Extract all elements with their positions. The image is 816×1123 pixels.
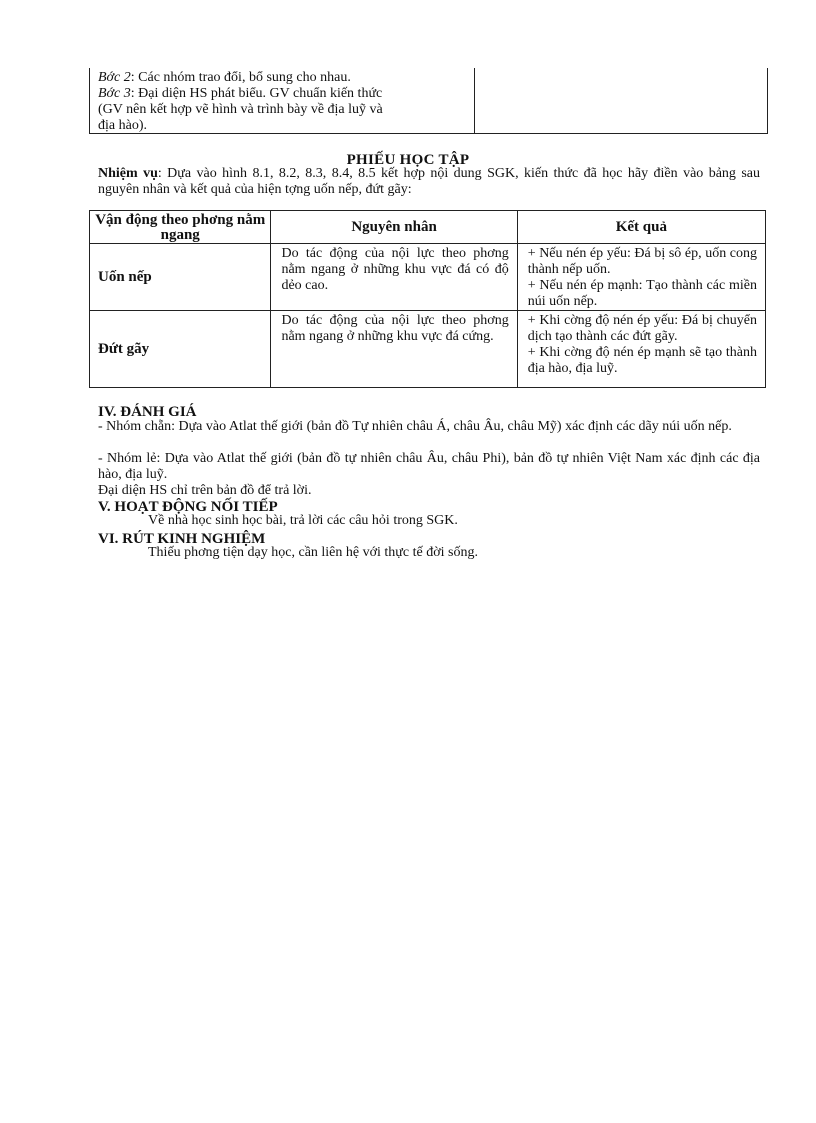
step2-text: : Các nhóm trao đổi, bổ sung cho nhau. (130, 70, 351, 85)
header-movement: Vận động theo phơng nằm ngang (90, 211, 271, 244)
row-result-faulting (517, 311, 765, 388)
section-heading-followup: V. HOẠT ĐỘNG NỐI TIẾP (98, 499, 278, 515)
result-line: + Nếu nén ép mạnh: Tạo thành các miền núi uốn nếp. (527, 278, 757, 309)
section-heading-evaluation: IV. ĐÁNH GIÁ (98, 404, 197, 420)
step2-label: Bớc 2 (98, 70, 131, 85)
section-heading-lessons: VI. RÚT KINH NGHIỆM (98, 531, 266, 547)
result-line: + Nếu nén ép yếu: Đá bị sô ép, uốn cong thành nếp uốn. (527, 246, 757, 277)
table-header-row (90, 211, 766, 244)
followup-text: Về nhà học sinh học bài, trả lời các câu hỏi trong SGK. (148, 513, 458, 528)
step3-line2: (GV nên kết hợp vẽ hình và trình bày về địa luỹ và (98, 102, 383, 117)
row-cause-faulting: Do tác động của nội lực theo phơng nằm ngang ở những khu vực đá cứng. (271, 311, 517, 388)
result-line: + Khi cờng độ nén ép mạnh sẽ tạo thành địa hào, địa luỹ. (527, 345, 757, 376)
worksheet-table (89, 210, 766, 388)
step3-line3: địa hào). (98, 118, 147, 133)
task-text: : Dựa vào hình 8.1, 8.2, 8.3, 8.4, 8.5 kết hợp nội dung SGK, kiến thức đã học hãy điền vào bảng sau nguyên nhân và kết quả của hiện tợng uốn nếp, đứt gãy: (98, 166, 760, 197)
worksheet-title: PHIẾU HỌC TẬP (346, 152, 470, 168)
row-cause-folding: Do tác động của nội lực theo phơng nằm ngang ở những khu vực đá có độ dẻo cao. (271, 244, 517, 311)
row-name-faulting: Đứt gãy (90, 311, 271, 388)
table-row (90, 244, 766, 311)
step3-line (98, 86, 382, 102)
task-label: Nhiệm vụ (98, 166, 158, 181)
row-name-folding: Uốn nếp (90, 244, 271, 311)
result-line: + Khi cờng độ nén ép yếu: Đá bị chuyển dịch tạo thành các đứt gãy. (527, 313, 757, 344)
table-row (90, 311, 766, 388)
step3-text: : Đại diện HS phát biểu. GV chuẩn kiến thức (130, 86, 383, 101)
step2-line (98, 70, 351, 86)
evaluation-line-even: - Nhóm chẵn: Dựa vào Atlat thế giới (bản đồ Tự nhiên châu Á, châu Âu, châu Mỹ) xác định các dãy núi uốn nếp. (98, 419, 732, 434)
row-result-folding (517, 244, 765, 311)
task-paragraph (98, 166, 760, 198)
step3-label: Bớc 3 (98, 86, 131, 101)
evaluation-line-present: Đại diện HS chỉ trên bản đồ để trả lời. (98, 483, 312, 498)
lessons-text: Thiếu phơng tiện dạy học, cần liên hệ với thực tế đời sống. (148, 545, 478, 560)
continuation-table (89, 68, 768, 134)
header-cause: Nguyên nhân (271, 211, 517, 244)
header-result: Kết quả (517, 211, 765, 244)
evaluation-line-odd: - Nhóm lẻ: Dựa vào Atlat thế giới (bản đồ tự nhiên châu Âu, châu Phi), bản đồ tự nhiên Việt Nam xác định các địa hào, địa luỹ. (98, 451, 760, 482)
continuation-cell (90, 68, 475, 133)
